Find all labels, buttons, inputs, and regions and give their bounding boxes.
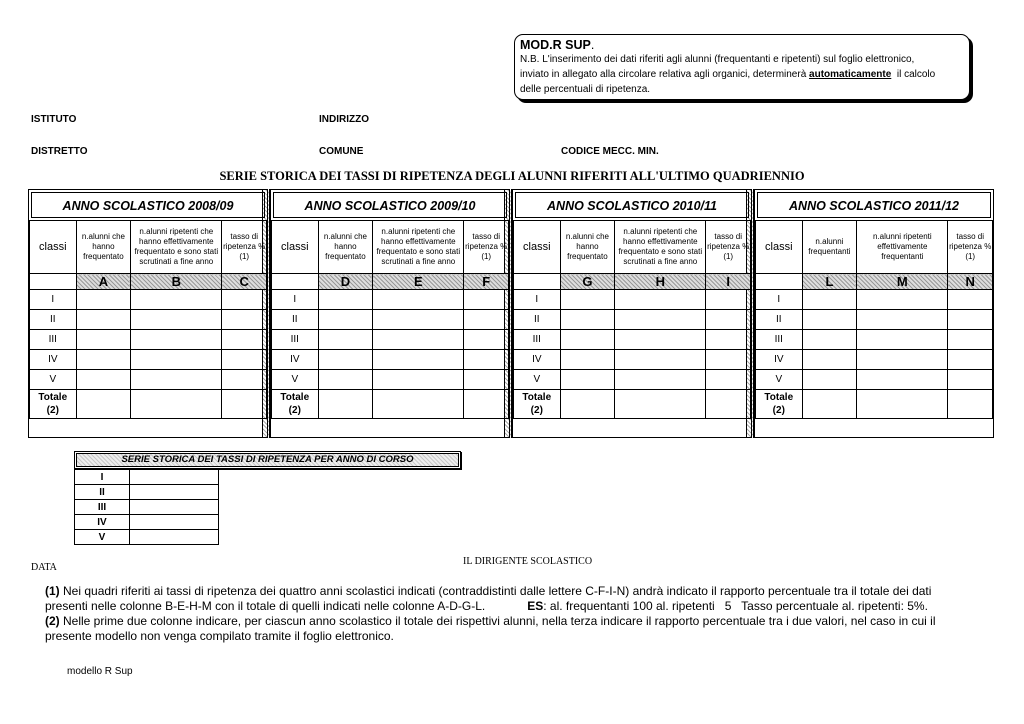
letter-spacer — [272, 274, 319, 290]
year-block — [754, 189, 994, 438]
footnote-2 — [45, 614, 985, 644]
input-cell[interactable] — [948, 290, 993, 310]
class-label: IV — [756, 350, 803, 370]
input-cell[interactable] — [857, 290, 948, 310]
input-cell[interactable] — [857, 370, 948, 390]
input-cell[interactable] — [318, 330, 373, 350]
input-cell[interactable] — [706, 310, 751, 330]
label-codice: CODICE MECC. MIN. — [561, 146, 659, 157]
class-label: III — [514, 330, 561, 350]
column-header: tasso di ripetenza % (1) — [706, 221, 751, 274]
year-title: ANNO SCOLASTICO 2008/09 — [31, 192, 265, 218]
column-header: classi — [272, 221, 319, 274]
column-header: classi — [30, 221, 77, 274]
class-label: III — [30, 330, 77, 350]
column-letter: I — [706, 274, 751, 290]
input-cell[interactable] — [560, 310, 615, 330]
note-line-2-pre: inviato in allegato alla circolare relativa agli organici, determinerà — [520, 69, 810, 80]
total-label-note: (2) — [530, 405, 543, 416]
input-cell[interactable] — [802, 330, 857, 350]
note-line-2-bold: automaticamente — [809, 69, 892, 80]
footnote-1-line-2 — [45, 599, 985, 614]
footnote-1-text: Nei quadri riferiti ai tassi di ripetenza dei quattro anni scolastici indicati (contraddistinti dalle lettere C-F-I-N) andrà indicato il rapporto percentuale tra il totale dei dati — [59, 584, 932, 598]
note-line-2 — [520, 67, 964, 82]
year-title: ANNO SCOLASTICO 2011/12 — [757, 192, 991, 218]
example-text: : al. frequentanti 100 al. ripetenti 5 Tasso percentuale al. ripetenti: 5%. — [543, 599, 928, 613]
summary-value-cell[interactable] — [130, 470, 219, 485]
input-cell[interactable] — [615, 290, 706, 310]
column-header: classi — [756, 221, 803, 274]
input-cell[interactable] — [318, 290, 373, 310]
total-label-text: Totale — [522, 392, 552, 403]
total-cell[interactable] — [948, 390, 993, 419]
summary-row — [75, 530, 219, 545]
input-cell[interactable] — [948, 370, 993, 390]
input-cell[interactable] — [802, 370, 857, 390]
label-istituto: ISTITUTO — [31, 114, 77, 125]
class-label: II — [514, 310, 561, 330]
total-cell[interactable] — [222, 390, 267, 419]
input-cell[interactable] — [560, 370, 615, 390]
total-cell[interactable] — [802, 390, 857, 419]
class-label: IV — [514, 350, 561, 370]
input-cell[interactable] — [373, 330, 464, 350]
input-cell[interactable] — [802, 290, 857, 310]
note-box — [514, 34, 970, 100]
note-text — [520, 52, 964, 97]
input-cell[interactable] — [222, 350, 267, 370]
label-comune: COMUNE — [319, 146, 364, 157]
input-cell[interactable] — [76, 330, 131, 350]
year-block — [28, 189, 268, 438]
class-label: I — [756, 290, 803, 310]
input-cell[interactable] — [76, 310, 131, 330]
year-title: ANNO SCOLASTICO 2009/10 — [273, 192, 507, 218]
year-table — [755, 220, 993, 419]
footnote-2-text: Nelle prime due colonne indicare, per ciascun anno scolastico il totale dei rispettivi alunni, nella terza indicare il rapporto percentuale tra i due valori, nel caso in cui il — [59, 614, 936, 628]
summary-class-label: V — [75, 530, 130, 545]
column-header: n.alunni che hanno frequentato — [76, 221, 131, 274]
class-label: I — [514, 290, 561, 310]
letter-spacer — [514, 274, 561, 290]
input-cell[interactable] — [222, 330, 267, 350]
input-cell[interactable] — [857, 330, 948, 350]
summary-row — [75, 470, 219, 485]
footnote-1 — [45, 584, 985, 614]
summary-table — [74, 469, 219, 545]
total-cell[interactable] — [560, 390, 615, 419]
class-label: V — [272, 370, 319, 390]
column-letter: N — [948, 274, 993, 290]
input-cell[interactable] — [857, 310, 948, 330]
input-cell[interactable] — [318, 370, 373, 390]
input-cell[interactable] — [131, 290, 222, 310]
input-cell[interactable] — [706, 370, 751, 390]
input-cell[interactable] — [222, 310, 267, 330]
input-cell[interactable] — [615, 370, 706, 390]
footnote-1-line-1 — [45, 584, 985, 599]
summary-row — [75, 485, 219, 500]
total-label-text: Totale — [38, 392, 68, 403]
input-cell[interactable] — [857, 350, 948, 370]
total-label — [756, 390, 803, 419]
input-cell[interactable] — [615, 350, 706, 370]
label-indirizzo: INDIRIZZO — [319, 114, 369, 125]
input-cell[interactable] — [464, 310, 509, 330]
footnote-2-line-2: presente modello non venga compilato tramite il foglio elettronico. — [45, 629, 394, 643]
column-letter: D — [318, 274, 373, 290]
total-cell[interactable] — [615, 390, 706, 419]
total-cell[interactable] — [131, 390, 222, 419]
input-cell[interactable] — [706, 290, 751, 310]
footnote-1-text-2: presenti nelle colonne B-E-H-M con il totale di quelli indicati nelle colonne A-D-G-L. — [45, 599, 486, 613]
class-label: V — [30, 370, 77, 390]
total-cell[interactable] — [318, 390, 373, 419]
total-cell[interactable] — [706, 390, 751, 419]
column-header: classi — [514, 221, 561, 274]
input-cell[interactable] — [464, 290, 509, 310]
input-cell[interactable] — [373, 290, 464, 310]
input-cell[interactable] — [464, 350, 509, 370]
column-letter: A — [76, 274, 131, 290]
input-cell[interactable] — [802, 350, 857, 370]
input-cell[interactable] — [318, 310, 373, 330]
input-cell[interactable] — [464, 370, 509, 390]
input-cell[interactable] — [706, 330, 751, 350]
summary-class-label: IV — [75, 515, 130, 530]
summary-class-label: II — [75, 485, 130, 500]
class-label: IV — [30, 350, 77, 370]
total-cell[interactable] — [464, 390, 509, 419]
input-cell[interactable] — [131, 350, 222, 370]
column-header: n.alunni ripetenti che hanno effettivamente frequentato e sono stati scrutinati a fine anno — [373, 221, 464, 274]
class-label: II — [756, 310, 803, 330]
input-cell[interactable] — [76, 370, 131, 390]
column-letter: F — [464, 274, 509, 290]
footnote-2-line-1 — [45, 614, 985, 629]
class-label: III — [272, 330, 319, 350]
class-label: IV — [272, 350, 319, 370]
summary-value-cell[interactable] — [130, 515, 219, 530]
total-label-note: (2) — [772, 405, 785, 416]
year-table — [513, 220, 751, 419]
footer-model-label: modello R Sup — [67, 666, 133, 677]
column-letter: H — [615, 274, 706, 290]
footnote-1-mark: (1) — [45, 584, 60, 598]
summary-row — [75, 500, 219, 515]
input-cell[interactable] — [222, 290, 267, 310]
input-cell[interactable] — [76, 350, 131, 370]
class-label: V — [756, 370, 803, 390]
total-label — [30, 390, 77, 419]
model-title — [520, 38, 964, 52]
class-label: II — [30, 310, 77, 330]
total-cell[interactable] — [857, 390, 948, 419]
year-table — [29, 220, 267, 419]
note-line-2-post: il calcolo — [891, 69, 936, 80]
class-label: II — [272, 310, 319, 330]
label-distretto: DISTRETTO — [31, 146, 88, 157]
example-label: ES — [527, 599, 544, 613]
column-letter: G — [560, 274, 615, 290]
column-letter: M — [857, 274, 948, 290]
input-cell[interactable] — [948, 350, 993, 370]
input-cell[interactable] — [131, 370, 222, 390]
model-code: MOD.R SUP — [520, 38, 591, 52]
total-label — [272, 390, 319, 419]
data-label: DATA — [31, 562, 57, 573]
input-cell[interactable] — [318, 350, 373, 370]
total-label-note: (2) — [288, 405, 301, 416]
summary-value-cell[interactable] — [130, 530, 219, 545]
column-header: tasso di ripetenza % (1) — [948, 221, 993, 274]
column-header: tasso di ripetenza % (1) — [464, 221, 509, 274]
dirigente-label: IL DIRIGENTE SCOLASTICO — [463, 556, 593, 567]
input-cell[interactable] — [76, 290, 131, 310]
input-cell[interactable] — [131, 330, 222, 350]
total-label-text: Totale — [764, 392, 794, 403]
input-cell[interactable] — [373, 310, 464, 330]
summary-row — [75, 515, 219, 530]
column-letter: L — [802, 274, 857, 290]
column-letter: B — [131, 274, 222, 290]
column-letter: E — [373, 274, 464, 290]
summary-value-cell[interactable] — [130, 500, 219, 515]
class-label: V — [514, 370, 561, 390]
input-cell[interactable] — [948, 310, 993, 330]
letter-spacer — [30, 274, 77, 290]
main-title: SERIE STORICA DEI TASSI DI RIPETENZA DEGLI ALUNNI RIFERITI ALL'ULTIMO QUADRIENNIO — [219, 169, 805, 183]
summary-header — [74, 451, 461, 469]
year-title: ANNO SCOLASTICO 2010/11 — [515, 192, 749, 218]
column-header: n.alunni frequentanti — [802, 221, 857, 274]
year-block — [512, 189, 752, 438]
input-cell[interactable] — [615, 310, 706, 330]
input-cell[interactable] — [373, 370, 464, 390]
input-cell[interactable] — [560, 290, 615, 310]
total-cell[interactable] — [76, 390, 131, 419]
total-cell[interactable] — [373, 390, 464, 419]
summary-class-label: I — [75, 470, 130, 485]
column-header: n.alunni che hanno frequentato — [560, 221, 615, 274]
input-cell[interactable] — [222, 370, 267, 390]
column-header: n.alunni ripetenti effettivamente frequentanti — [857, 221, 948, 274]
total-label — [514, 390, 561, 419]
input-cell[interactable] — [373, 350, 464, 370]
summary-value-cell[interactable] — [130, 485, 219, 500]
class-label: I — [272, 290, 319, 310]
total-label-note: (2) — [46, 405, 59, 416]
footnote-2-mark: (2) — [45, 614, 60, 628]
class-label: III — [756, 330, 803, 350]
input-cell[interactable] — [560, 350, 615, 370]
column-header: n.alunni che hanno frequentato — [318, 221, 373, 274]
note-line-1: N.B. L'inserimento dei dati riferiti agli alunni (frequentanti e ripetenti) sul foglio elettronico, — [520, 54, 915, 65]
input-cell[interactable] — [948, 330, 993, 350]
input-cell[interactable] — [802, 310, 857, 330]
input-cell[interactable] — [464, 330, 509, 350]
summary-title: SERIE STORICA DEI TASSI DI RIPETENZA PER ANNO DI CORSO — [76, 453, 459, 467]
column-letter: C — [222, 274, 267, 290]
input-cell[interactable] — [131, 310, 222, 330]
column-header: tasso di ripetenza % (1) — [222, 221, 267, 274]
model-code-suffix: . — [590, 38, 595, 52]
year-block — [270, 189, 510, 438]
total-label-text: Totale — [280, 392, 310, 403]
class-label: I — [30, 290, 77, 310]
column-header: n.alunni ripetenti che hanno effettivamente frequentato e sono stati scrutinati a fine anno — [131, 221, 222, 274]
letter-spacer — [756, 274, 803, 290]
year-table — [271, 220, 509, 419]
input-cell[interactable] — [615, 330, 706, 350]
summary-class-label: III — [75, 500, 130, 515]
input-cell[interactable] — [560, 330, 615, 350]
input-cell[interactable] — [706, 350, 751, 370]
note-line-3: delle percentuali di ripetenza. — [520, 84, 651, 95]
column-header: n.alunni ripetenti che hanno effettivamente frequentato e sono stati scrutinati a fine anno — [615, 221, 706, 274]
